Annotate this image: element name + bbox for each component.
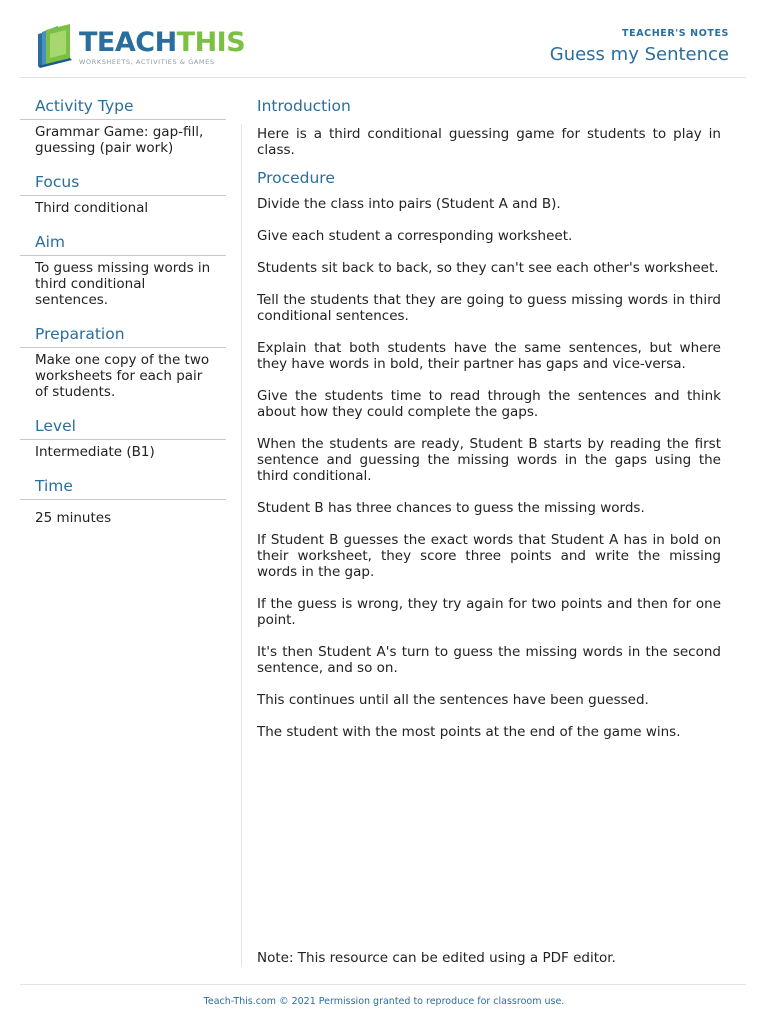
column-divider	[241, 124, 242, 966]
procedure-step: This continues until all the sentences have been guessed.	[257, 692, 649, 708]
logo-word-this: THIS	[176, 27, 246, 58]
time-value: 25 minutes	[35, 510, 112, 526]
procedure-heading: Procedure	[257, 169, 335, 187]
procedure-step: Give each student a corresponding worksheet.	[257, 228, 573, 244]
level-heading: Level	[20, 416, 226, 440]
activity-type-section	[20, 96, 226, 156]
preparation-section	[20, 324, 226, 400]
preparation-value: Make one copy of the two worksheets for each pair of students.	[35, 352, 210, 400]
activity-type-heading: Activity Type	[20, 96, 226, 120]
activity-type-value: Grammar Game: gap-fill, guessing (pair work)	[35, 124, 204, 156]
logo-tagline: WORKSHEETS, ACTIVITIES & GAMES	[79, 58, 215, 66]
procedure-step: Explain that both students have the same sentences, but where they have words in bold, their partner has gaps and vice-versa.	[257, 340, 721, 372]
book-icon	[36, 24, 76, 68]
pdf-editor-note: Note: This resource can be edited using a PDF editor.	[257, 950, 616, 966]
procedure-step: If Student B guesses the exact words that Student A has in bold on their worksheet, they score three points and write the missing words in the gap.	[257, 532, 721, 580]
procedure-step: When the students are ready, Student B starts by reading the first sentence and guessing the missing words in the gaps using the third conditional.	[257, 436, 721, 484]
preparation-heading: Preparation	[20, 324, 226, 348]
aim-value: To guess missing words in third conditional sentences.	[35, 260, 211, 308]
focus-section	[20, 172, 226, 216]
aim-section	[20, 232, 226, 308]
level-section	[20, 416, 226, 460]
procedure-step: The student with the most points at the end of the game wins.	[257, 724, 681, 740]
aim-heading: Aim	[20, 232, 226, 256]
doc-title: Guess my Sentence	[549, 44, 729, 65]
logo-word-teach: TEACH	[79, 27, 177, 58]
procedure-step: Divide the class into pairs (Student A and B).	[257, 196, 561, 212]
procedure-step: It's then Student A's turn to guess the missing words in the second sentence, and so on.	[257, 644, 721, 676]
logo-wordmark	[79, 28, 245, 58]
introduction-heading: Introduction	[257, 97, 351, 115]
focus-heading: Focus	[20, 172, 226, 196]
procedure-step: Tell the students that they are going to guess missing words in third conditional sentences.	[257, 292, 721, 324]
info-sidebar	[20, 96, 226, 542]
introduction-text: Here is a third conditional guessing game for students to play in class.	[257, 126, 721, 158]
time-heading: Time	[20, 476, 226, 500]
footer-copyright: Teach-This.com © 2021 Permission granted to reproduce for classroom use.	[203, 996, 565, 1007]
footer-divider	[20, 984, 746, 985]
focus-value: Third conditional	[35, 200, 149, 216]
time-section	[20, 476, 226, 526]
procedure-step: If the guess is wrong, they try again for two points and then for one point.	[257, 596, 721, 628]
page-header	[20, 0, 746, 78]
procedure-step: Student B has three chances to guess the missing words.	[257, 500, 645, 516]
doc-kind-label: TEACHER'S NOTES	[622, 28, 729, 39]
level-value: Intermediate (B1)	[35, 444, 155, 460]
teach-this-logo	[36, 24, 246, 70]
procedure-step: Students sit back to back, so they can't see each other's worksheet.	[257, 260, 719, 276]
main-content	[257, 96, 721, 756]
procedure-step: Give the students time to read through the sentences and think about how they could complete the gaps.	[257, 388, 721, 420]
